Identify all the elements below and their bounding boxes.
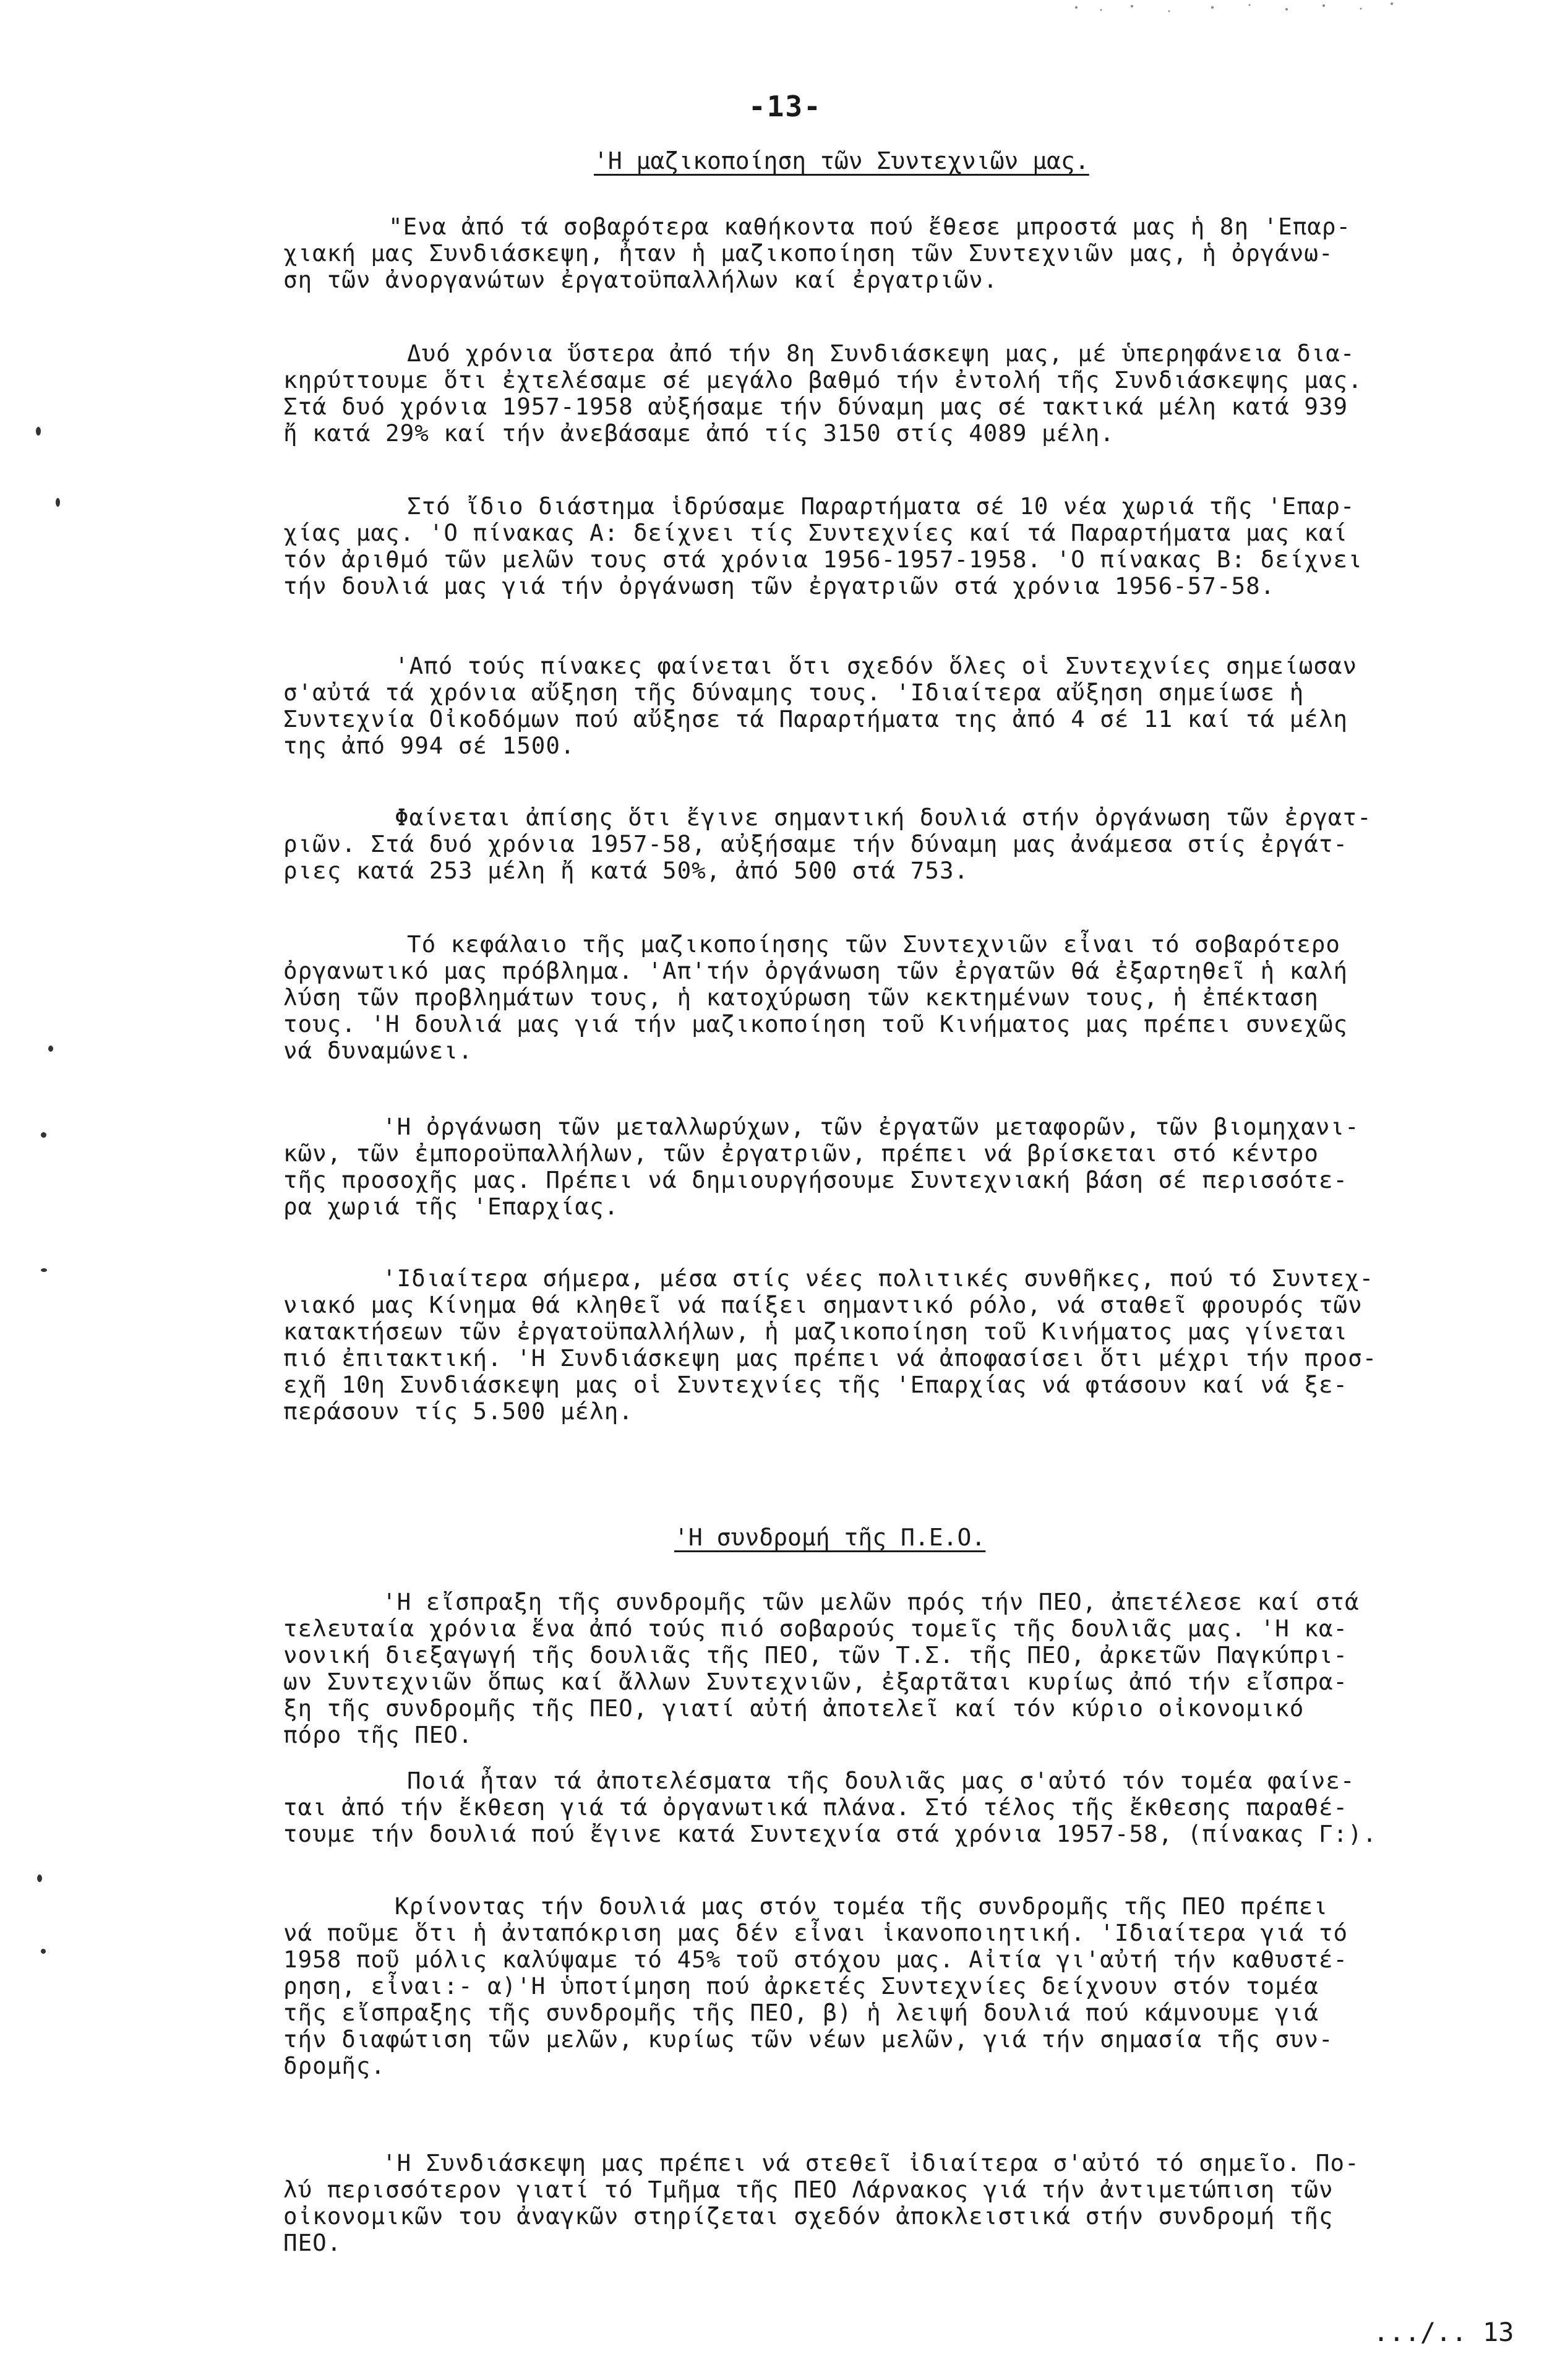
text-line: εχῆ 10η Συνδιάσκεψη μας οἱ Συντεχνίες τῆς 'Επαρχίας νά φτάσουν καί νά ξε- bbox=[283, 1371, 1348, 1398]
section-heading-membership-dues: 'Η συνδρομή τῆς Π.Ε.Ο. bbox=[674, 1524, 986, 1551]
text-line: λύ περισσότερον γιατί τό Τμῆμα τῆς ΠΕΟ Λάρνακος γιά τήν ἀντιμετώπιση τῶν bbox=[283, 2176, 1334, 2203]
text-line: ρηση, εἶναι:- α)'Η ὑποτίμηση πού ἀρκετές Συντεχνίες δείχνουν στόν τομέα bbox=[283, 1972, 1319, 2000]
paragraph-6 bbox=[283, 931, 1560, 1064]
text-line: "Ενα ἀπό τά σοβαρότερα καθήκοντα πού ἔθεσε μπροστά μας ἡ 8η 'Επαρ- bbox=[388, 213, 1352, 240]
text-line: πιό ἐπιτακτική. 'Η Συνδιάσκεψη μας πρέπει νά ἀποφασίσει ὅτι μέχρι τήν προσ- bbox=[283, 1344, 1378, 1372]
text-line: χίας μας. 'Ο πίνακας Α: δείχνει τίς Συντεχνίες καί τά Παραρτήματα μας καί bbox=[283, 519, 1348, 546]
paragraph-11 bbox=[283, 1893, 1560, 2079]
text-line: 'Από τούς πίνακες φαίνεται ὅτι σχεδόν ὅλες οἱ Συντεχνίες σημείωσαν bbox=[395, 652, 1358, 679]
text-line: κηρύττουμε ὅτι ἐχτελέσαμε σέ μεγάλο βαθμό τήν ἐντολή τῆς Συνδιάσκεψης μας. bbox=[283, 366, 1363, 393]
text-line: ριες κατά 253 μέλη ἤ κατά 50%, ἀπό 500 στά 753. bbox=[283, 857, 969, 884]
text-line: τουμε τήν δουλιά πού ἔγινε κατά Συντεχνία στά χρόνια 1957-58, (πίνακας Γ:). bbox=[283, 1820, 1378, 1847]
text-line: Τό κεφάλαιο τῆς μαζικοποίησης τῶν Συντεχνιῶν εἶναι τό σοβαρότερο bbox=[407, 930, 1340, 958]
text-line: τήν δουλιά μας γιά τήν ὀργάνωση τῶν ἐργατριῶν στά χρόνια 1956-57-58. bbox=[283, 572, 1275, 599]
margin-speck bbox=[41, 1949, 46, 1954]
text-line: ἤ κατά 29% καί τήν ἀνεβάσαμε ἀπό τίς 3150 στίς 4089 μέλη. bbox=[283, 419, 1115, 447]
section-heading-unionization: 'Η μαζικοποίηση τῶν Συντεχνιῶν μας. bbox=[594, 147, 1089, 174]
margin-speck bbox=[48, 1046, 53, 1052]
text-line: Συντεχνία Οἰκοδόμων πού αὔξησε τά Παραρτήματα της ἀπό 4 σέ 11 καί τά μέλη bbox=[283, 705, 1348, 732]
text-line: ων Συντεχνιῶν ὅπως καί ἄλλων Συντεχνιῶν, ἐξαρτᾶται κυρίως ἀπό τήν εἴσπρα- bbox=[283, 1668, 1348, 1695]
text-line: 'Ιδιαίτερα σήμερα, μέσα στίς νέες πολιτικές συνθῆκες, πού τό Συντεχ- bbox=[382, 1265, 1374, 1292]
text-line: ση τῶν ἀνοργανώτων ἐργατοϋπαλλήλων καί ἐργατριῶν. bbox=[283, 266, 998, 293]
paragraph-5 bbox=[283, 804, 1560, 884]
text-line: Στά δυό χρόνια 1957-1958 αὐξήσαμε τήν δύναμη μας σέ τακτικά μέλη κατά 939 bbox=[283, 393, 1348, 420]
text-line: τήν διαφώτιση τῶν μελῶν, κυρίως τῶν νέων μελῶν, γιά τήν σημασία τῆς συν- bbox=[283, 2026, 1334, 2053]
margin-speck bbox=[36, 427, 41, 436]
text-line: λύση τῶν προβλημάτων τους, ἡ κατοχύρωση τῶν κεκτημένων τους, ἡ ἐπέκταση bbox=[283, 984, 1319, 1011]
margin-speck bbox=[41, 1132, 46, 1138]
paragraph-7 bbox=[283, 1114, 1560, 1220]
paragraph-1 bbox=[283, 213, 1560, 293]
paragraph-8 bbox=[283, 1265, 1560, 1425]
text-line: κῶν, τῶν ἐμποροϋπαλλήλων, τῶν ἐργατριῶν, πρέπει νά βρίσκεται στό κέντρο bbox=[283, 1140, 1319, 1167]
text-line: οἰκονομικῶν του ἀναγκῶν στηρίζεται σχεδόν ἀποκλειστικά στήν συνδρομή τῆς bbox=[283, 2202, 1334, 2230]
paragraph-2 bbox=[283, 340, 1560, 447]
text-line: νά ποῦμε ὅτι ἡ ἀνταπόκριση μας δέν εἶναι ἱκανοποιητική. 'Ιδιαίτερα γιά τό bbox=[283, 1919, 1348, 1946]
text-line: σ'αὐτά τά χρόνια αὔξηση τῆς δύναμης τους. 'Ιδιαίτερα αὔξηση σημείωσε ἡ bbox=[283, 679, 1305, 706]
paragraph-4 bbox=[283, 653, 1560, 759]
text-line: της ἀπό 994 σέ 1500. bbox=[283, 732, 575, 759]
text-line: τελευταία χρόνια ἕνα ἀπό τούς πιό σοβαρούς τομεῖς τῆς δουλιᾶς μας. 'Η κα- bbox=[283, 1615, 1348, 1642]
text-line: ὀργανωτικό μας πρόβλημα. 'Απ'τήν ὀργάνωση τῶν ἐργατῶν θά ἐξαρτηθεῖ ἡ καλή bbox=[283, 957, 1348, 984]
text-line: Ποιά ἦταν τά ἀποτελέσματα τῆς δουλιᾶς μας σ'αὐτό τόν τομέα φαίνε- bbox=[407, 1767, 1355, 1794]
text-line: νά δυναμώνει. bbox=[283, 1037, 473, 1064]
text-line: δρομῆς. bbox=[283, 2052, 386, 2079]
text-line: 'Η εἴσπραξη τῆς συνδρομῆς τῶν μελῶν πρός τήν ΠΕΟ, ἀπετέλεσε καί στά bbox=[382, 1588, 1360, 1615]
text-line: Φαίνεται ἀπίσης ὅτι ἔγινε σημαντική δουλιά στήν ὀργάνωση τῶν ἐργατ- bbox=[395, 804, 1372, 831]
text-line: χιακή μας Συνδιάσκεψη, ἦταν ἡ μαζικοποίηση τῶν Συντεχνιῶν μας, ἡ ὀργάνω- bbox=[283, 239, 1334, 267]
text-line: ριῶν. Στά δυό χρόνια 1957-58, αὐξήσαμε τήν δύναμη μας ἀνάμεσα στίς ἐργάτ- bbox=[283, 830, 1348, 857]
text-line: 1958 ποῦ μόλις καλύψαμε τό 45% τοῦ στόχου μας. Αἰτία γι'αὐτή τήν καθυστέ- bbox=[283, 1946, 1348, 1973]
paragraph-9 bbox=[283, 1589, 1560, 1748]
paragraph-10 bbox=[283, 1768, 1560, 1847]
margin-speck bbox=[37, 1875, 42, 1882]
text-line: Δυό χρόνια ὕστερα ἀπό τήν 8η Συνδιάσκεψη μας, μέ ὑπερηφάνεια δια- bbox=[407, 340, 1355, 367]
paragraph-3 bbox=[283, 493, 1560, 599]
margin-speck bbox=[41, 1268, 47, 1272]
text-line: ρα χωριά τῆς 'Επαρχίας. bbox=[283, 1193, 619, 1220]
text-line: νιακό μας Κίνημα θά κληθεῖ νά παίξει σημαντικό ρόλο, νά σταθεῖ φρουρός τῶν bbox=[283, 1291, 1363, 1318]
text-line: τόν ἀριθμό τῶν μελῶν τους στά χρόνια 1956-1957-1958. 'Ο πίνακας Β: δείχνει bbox=[283, 546, 1363, 573]
text-line: 'Η ὀργάνωση τῶν μεταλλωρύχων, τῶν ἐργατῶν μεταφορῶν, τῶν βιομηχανι- bbox=[382, 1113, 1360, 1140]
text-line: Στό ἴδιο διάστημα ἱδρύσαμε Παραρτήματα σέ 10 νέα χωριά τῆς 'Επαρ- bbox=[407, 492, 1355, 520]
text-line: τῆς προσοχῆς μας. Πρέπει νά δημιουργήσουμε Συντεχνιακή βάση σέ περισσότε- bbox=[283, 1166, 1348, 1193]
margin-speck bbox=[56, 498, 60, 507]
text-line: ΠΕΟ. bbox=[283, 2229, 342, 2256]
text-line: ται ἀπό τήν ἔκθεση γιά τά ὀργανωτικά πλάνα. Στό τέλος τῆς ἔκθεσης παραθέ- bbox=[283, 1794, 1348, 1821]
text-line: Κρίνοντας τήν δουλιά μας στόν τομέα τῆς συνδρομῆς τῆς ΠΕΟ πρέπει bbox=[395, 1892, 1328, 1920]
text-line: ξη τῆς συνδρομῆς τῆς ΠΕΟ, γιατί αὐτή ἀποτελεῖ καί τόν κύριο οἰκονομικό bbox=[283, 1695, 1305, 1722]
continuation-mark: .../.. 13 bbox=[1373, 2317, 1514, 2347]
text-line: περάσουν τίς 5.500 μέλη. bbox=[283, 1398, 633, 1425]
text-line: κατακτήσεων τῶν ἐργατοϋπαλλήλων, ἡ μαζικοποίηση τοῦ Κινήματος μας γίνεται bbox=[283, 1318, 1348, 1345]
text-line: τῆς εἴσπραξης τῆς συνδρομῆς τῆς ΠΕΟ, β) ἡ λειψή δουλιά πού κάμνουμε γιά bbox=[283, 1999, 1319, 2026]
paragraph-12 bbox=[283, 2150, 1560, 2256]
text-line: 'Η Συνδιάσκεψη μας πρέπει νά στεθεῖ ἰδιαίτερα σ'αὐτό τό σημεῖο. Πο- bbox=[382, 2149, 1360, 2176]
text-line: τους. 'Η δουλιά μας γιά τήν μαζικοποίηση τοῦ Κινήματος μας πρέπει συνεχῶς bbox=[283, 1010, 1348, 1037]
text-line: νονική διεξαγωγή τῆς δουλιᾶς τῆς ΠΕΟ, τῶν Τ.Σ. τῆς ΠΕΟ, ἀρκετῶν Παγκύπρι- bbox=[283, 1641, 1348, 1669]
page-number: -13- bbox=[748, 90, 822, 123]
scan-noise bbox=[1064, 0, 1410, 19]
text-line: πόρο τῆς ΠΕΟ. bbox=[283, 1721, 473, 1748]
